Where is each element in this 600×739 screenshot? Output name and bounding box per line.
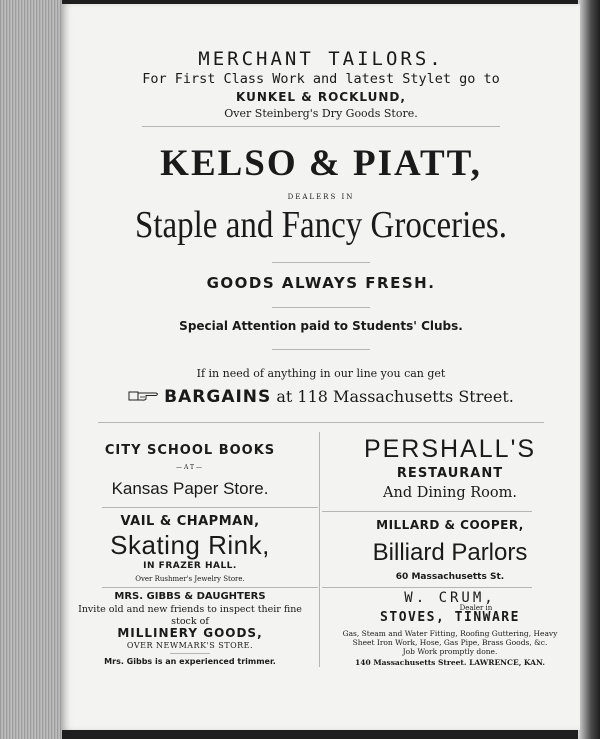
city-school-books-title: CITY SCHOOL BOOKS [104, 443, 276, 458]
millard-cooper-title: MILLARD & COOPER, [376, 518, 524, 532]
crum-address: 140 Massachusetts Street. LAWRENCE, KAN. [355, 658, 545, 667]
crum-name: W. CRUM, [404, 590, 496, 606]
trimmer-line: Mrs. Gibbs is an experienced trimmer. [104, 657, 276, 666]
gibbs-invite-line: Invite old and new friends to inspect their fine [78, 604, 302, 615]
divider [272, 307, 370, 308]
crum-dealer-label: Dealer in [459, 604, 493, 612]
divider [142, 126, 500, 127]
merchant-tailors-heading: MERCHANT TAILORS. [198, 48, 444, 70]
kelso-piatt-title: KELSO & PIATT, [160, 143, 482, 184]
merchant-tailors-name: KUNKEL & ROCKLUND, [236, 90, 406, 104]
skating-rink-heading: Skating Rink, [110, 530, 270, 560]
dining-room-line: And Dining Room. [383, 485, 517, 501]
stoves-tinware-heading: STOVES, TINWARE [380, 610, 520, 625]
left-column [62, 429, 318, 669]
right-column [322, 429, 578, 669]
crum-services-line-1: Gas, Steam and Water Fitting, Roofing Guttering, Heavy [342, 629, 558, 638]
book-spine-shadow [578, 0, 600, 739]
divider [322, 511, 532, 512]
divider [170, 653, 210, 654]
crum-services-line-3: Job Work promptly done. [402, 647, 498, 656]
billiard-parlors-heading: Billiard Parlors [372, 539, 528, 566]
dealers-in-label: DEALERS IN [287, 193, 355, 201]
groceries-heading: Staple and Fancy Groceries. [134, 205, 508, 247]
divider [272, 262, 370, 263]
crum-services-line-2: Sheet Iron Work, Hose, Gas Pipe, Brass Goods, &c. [352, 638, 548, 647]
divider [322, 587, 532, 588]
pershall-title: PERSHALL'S [363, 435, 537, 463]
divider [102, 587, 318, 588]
merchant-tailors-location: Over Steinberg's Dry Goods Store. [224, 107, 418, 120]
gibbs-stock-line: stock of [171, 616, 209, 627]
bargains-word: BARGAINS [164, 387, 272, 407]
millinery-goods: MILLINERY GOODS, [117, 626, 263, 640]
kansas-paper-store: Kansas Paper Store. [111, 479, 269, 498]
gibbs-title: MRS. GIBBS & DAUGHTERS [114, 591, 266, 602]
frazer-hall-line: IN FRAZER HALL. [143, 561, 237, 571]
vail-chapman-title: VAIL & CHAPMAN, [120, 514, 260, 529]
column-divider [319, 432, 320, 667]
book-page-edges [0, 0, 62, 739]
bargains-line [62, 387, 580, 407]
divider [272, 349, 370, 350]
advertisement-page [62, 4, 580, 730]
millard-cooper-address: 60 Massachusetts St. [395, 572, 505, 582]
divider [102, 507, 318, 508]
merchant-tailors-line: For First Class Work and latest Stylet go to [142, 71, 500, 87]
pointing-hand-icon [128, 389, 160, 403]
need-line: If in need of anything in our line you can get [196, 367, 446, 380]
special-attention-line: Special Attention paid to Students' Clubs. [179, 319, 463, 333]
at-label: —AT— [175, 464, 204, 471]
newmark-store-line: OVER NEWMARK'S STORE. [126, 641, 254, 650]
divider [98, 422, 544, 423]
restaurant-label: RESTAURANT [396, 466, 504, 481]
goods-fresh-line: GOODS ALWAYS FRESH. [206, 274, 436, 292]
jewelry-store-line: Over Rushmer's Jewelry Store. [135, 575, 245, 583]
bargains-address: at 118 Massachusetts Street. [276, 387, 514, 406]
